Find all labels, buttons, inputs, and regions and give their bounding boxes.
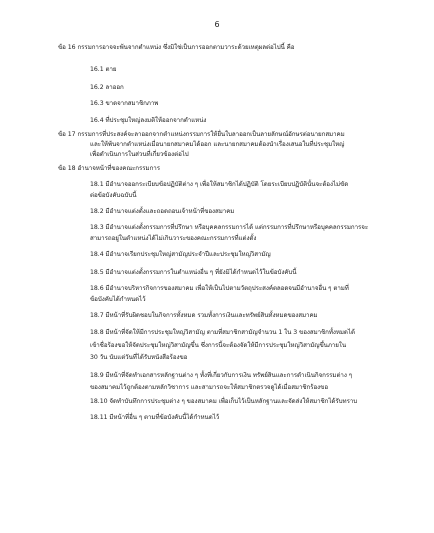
article-17-line-3: เพื่อดำเนินการในส่วนที่เกี่ยวข้องต่อไป [90, 151, 189, 158]
article-18-1-line-2: ต่อข้อบังคับฉบับนี้ [90, 192, 137, 199]
article-18-8-line-3: 30 วัน นับแต่วันที่ได้รับหนังสือร้องขอ [90, 354, 188, 361]
article-18-6-line-2: ข้อบังคับได้กำหนดไว้ [90, 296, 146, 303]
article-18-2: 18.2 มีอำนาจแต่งตั้งและถอดถอนเจ้าหน้าที่ของสมาคม [90, 208, 235, 215]
article-18-8-line-1: 18.8 มีหน้าที่จัดให้มีการประชุมใหญ่วิสามัญ ตามที่สมาชิกสามัญจำนวน 1 ใน 3 ของสมาชิกทั้งหมดได้ [90, 329, 355, 336]
article-16-4: 16.4 ที่ประชุมใหญ่ลงมติให้ออกจากตำแหน่ง [90, 117, 207, 124]
article-17-line-1: ข้อ 17 กรรมการที่ประสงค์จะลาออกจากตำแหน่งกรรมการให้ยื่นใบลาออกเป็นลายลักษณ์อักษรต่อนายกสมาคม [58, 131, 345, 138]
article-17-line-2: และให้พ้นจากตำแหน่งเมื่อนายกสมาคมได้ออก และนายกสมาคมต้องนำเรื่องเสนอในที่ประชุมใหญ่ [90, 141, 345, 148]
article-16-1: 16.1 ตาย [90, 66, 117, 73]
article-18-9-line-2: ของสมาคมไว้ถูกต้องตามหลักวิชาการ และสามารถจะให้สมาชิกตรวจดูได้เมื่อสมาชิกร้องขอ [90, 384, 328, 391]
article-18-heading: ข้อ 18 อำนาจหน้าที่ของคณะกรรมการ [58, 165, 160, 172]
article-18-5: 18.5 มีอำนาจแต่งตั้งกรรมการในตำแหน่งอื่น ๆ ที่ยังมิได้กำหนดไว้ในข้อบังคับนี้ [90, 269, 297, 276]
article-18-1-line-1: 18.1 มีอำนาจออกระเบียบข้อปฏิบัติต่าง ๆ เพื่อให้สมาชิกได้ปฏิบัติ โดยระเบียบปฏิบัตินั้นจะต้องไม่ขัด [90, 181, 349, 188]
article-18-9-line-1: 18.9 มีหน้าที่จัดทำเอกสารหลักฐานต่าง ๆ ทั้งที่เกี่ยวกับการเงิน ทรัพย์สินและการดำเนินกิจกรรมต่าง ๆ [90, 372, 353, 379]
article-18-11: 18.11 มีหน้าที่อื่น ๆ ตามที่ข้อบังคับนี้ได้กำหนดไว้ [90, 414, 220, 421]
article-18-3-line-1: 18.3 มีอำนาจแต่งตั้งกรรมการที่ปรึกษา หรือบุคคลกรรมการได้ แต่กรรมการที่ปรึกษาหรือบุคคลกรรมการจะ [90, 224, 369, 231]
article-16-3: 16.3 ขาดจากสมาชิกภาพ [90, 100, 159, 107]
article-18-10: 18.10 จัดทำบันทึกการประชุมต่าง ๆ ของสมาคม เพื่อเก็บไว้เป็นหลักฐานและจัดส่งให้สมาชิกได้รับทราบ [90, 398, 358, 405]
page-number: 6 [214, 20, 220, 29]
article-18-4: 18.4 มีอำนาจเรียกประชุมใหญ่สามัญประจำปีและประชุมใหญ่วิสามัญ [90, 251, 271, 258]
article-16-heading: ข้อ 16 กรรมการอาจจะพ้นจากตำแหน่ง ซึ่งมิใช่เป็นการออกตามวาระด้วยเหตุผลต่อไปนี้ คือ [58, 44, 295, 51]
article-18-6-line-1: 18.6 มีอำนาจบริหารกิจการของสมาคม เพื่อให้เป็นไปตามวัตถุประสงค์ตลอดจนมีอำนาจอื่น ๆ ตามที่ [90, 285, 349, 292]
article-18-7: 18.7 มีหน้าที่รับผิดชอบในกิจการทั้งหมด รวมทั้งการเงินและทรัพย์สินทั้งหมดของสมาคม [90, 312, 318, 319]
article-18-3-line-2: สามารถอยู่ในตำแหน่งได้ไม่เกินวาระของคณะกรรมการที่แต่งตั้ง [90, 235, 257, 242]
article-16-2: 16.2 ลาออก [90, 84, 124, 91]
article-18-8-line-2: เข้าชื่อร้องขอให้จัดประชุมใหญ่วิสามัญขึ้น ซึ่งการนี้จะต้องจัดให้มีการประชุมใหญ่วิสามัญขึ้นภายใน [90, 342, 347, 349]
